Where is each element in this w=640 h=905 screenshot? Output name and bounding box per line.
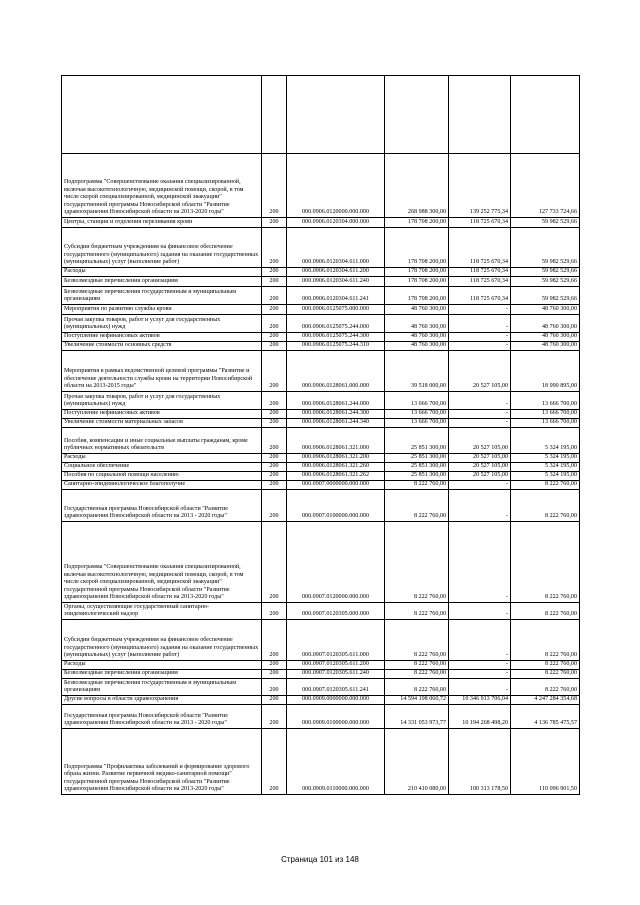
cell-executed: 20 527 105,00 [449,463,511,472]
cell-approved: 25 851 300,00 [385,463,449,472]
cell-kbk: 000.0906.0128061.321.262 [287,472,385,481]
cell-executed: - [449,342,511,351]
cell-executed: 10 194 268 498,20 [449,705,511,729]
cell-approved: 8 222 760,00 [385,670,449,679]
cell-kbk: 000.0906.0128061.321.200 [287,454,385,463]
table-row [62,670,580,679]
table-row [62,342,580,351]
table-row [62,410,580,419]
cell-executed: 10 346 913 706,04 [449,696,511,705]
cell-code: 200 [262,410,287,419]
cell-name: Субсидии бюджетным учреждениям на финансовое обеспечение государственного (муниципального) задания на оказание государственных (муниципальных) услуг (выполнение работ) [62,228,262,268]
cell-approved: 210 410 080,00 [385,729,449,795]
cell-approved [385,76,449,154]
cell-kbk: 000.0909.0110000.000.000 [287,729,385,795]
cell-approved: 48 760 300,00 [385,342,449,351]
cell-name: Расходы [62,454,262,463]
cell-approved: 48 760 300,00 [385,305,449,315]
cell-name: Безвозмездные перечисления государственным и муниципальным организациям [62,287,262,305]
cell-name: Государственная программа Новосибирской области "Развитие здравоохранения Новосибирской области на 2013 - 2020 годы" [62,705,262,729]
cell-unexecuted: 48 760 300,00 [511,315,580,333]
table-row [62,154,580,218]
cell-unexecuted: 48 760 300,00 [511,333,580,342]
page-footer: Страница 101 из 148 [281,855,359,864]
cell-code: 200 [262,305,287,315]
cell-approved: 14 331 053 973,77 [385,705,449,729]
cell-approved: 25 851 300,00 [385,472,449,481]
cell-unexecuted: 127 733 724,66 [511,154,580,218]
cell-name: Государственная программа Новосибирской области "Развитие здравоохранения Новосибирской области на 2013 - 2020 годы" [62,490,262,522]
cell-unexecuted: 8 222 760,00 [511,620,580,661]
cell-kbk: 000.0907.0120305.611.240 [287,670,385,679]
cell-unexecuted: 8 222 760,00 [511,603,580,620]
cell-name: Центры, станции и отделения переливания крови [62,218,262,228]
cell-name: Подпрограмма "Совершенствование оказания специализированной, включая высокотехнологичную, медицинской помощи, скорой, в том числе скорой специализированной, медицинской эвакуации" государственной программы Новосибирской области "Развитие здравоохранения Новосибирской области на 2013-2020 годы" [62,522,262,603]
cell-unexecuted: 48 760 300,00 [511,305,580,315]
cell-code: 200 [262,315,287,333]
cell-code: 200 [262,392,287,410]
cell-executed: 118 725 670,34 [449,268,511,277]
cell-name: Поступление нефинансовых активов [62,410,262,419]
cell-unexecuted: 59 982 529,66 [511,268,580,277]
cell-code: 200 [262,472,287,481]
cell-approved: 8 222 760,00 [385,481,449,490]
cell-executed: - [449,490,511,522]
table-row [62,315,580,333]
cell-name: Безвозмездные перечисления государственным и муниципальным организациям [62,679,262,696]
cell-name: Органы, осуществляющие государственный санитарно-эпидемиологический надзор [62,603,262,620]
cell-kbk: 000.0907.0000000.000.000 [287,481,385,490]
cell-code: 200 [262,277,287,287]
cell-approved: 13 666 700,00 [385,392,449,410]
table-row [62,454,580,463]
cell-executed: - [449,603,511,620]
cell-unexecuted: 8 222 760,00 [511,670,580,679]
cell-approved: 178 708 200,00 [385,218,449,228]
cell-kbk: 000.0906.0120000.000.000 [287,154,385,218]
cell-kbk: 000.0906.0120304.611.000 [287,228,385,268]
cell-name: Прочая закупка товаров, работ и услуг для государственных (муниципальных) нужд [62,315,262,333]
cell-code [262,76,287,154]
cell-code: 200 [262,661,287,670]
cell-unexecuted: 8 222 760,00 [511,522,580,603]
cell-kbk: 000.0909.0100000.000.000 [287,705,385,729]
cell-unexecuted: 110 096 901,50 [511,729,580,795]
cell-unexecuted: 8 222 760,00 [511,661,580,670]
cell-kbk: 000.0906.0125075.000.000 [287,305,385,315]
cell-approved: 268 988 300,00 [385,154,449,218]
cell-approved: 14 594 198 060,72 [385,696,449,705]
cell-executed: - [449,670,511,679]
cell-approved: 13 666 700,00 [385,419,449,428]
cell-code: 200 [262,218,287,228]
cell-kbk: 000.0907.0120305.000.000 [287,603,385,620]
cell-executed: 118 725 670,34 [449,287,511,305]
cell-executed: 20 527 105,00 [449,351,511,392]
cell-name: Безвозмездные перечисления организациям [62,670,262,679]
cell-executed: 118 725 670,34 [449,228,511,268]
cell-unexecuted: 5 324 195,00 [511,428,580,454]
cell-executed: - [449,661,511,670]
cell-code: 200 [262,679,287,696]
table-row [62,603,580,620]
cell-name: Социальное обеспечение [62,463,262,472]
cell-approved: 13 666 700,00 [385,410,449,419]
table-row [62,333,580,342]
cell-unexecuted: 48 760 300,00 [511,342,580,351]
cell-code: 200 [262,696,287,705]
cell-unexecuted: 18 990 895,00 [511,351,580,392]
table-row [62,620,580,661]
cell-name: Подпрограмма "Профилактика заболеваний и формирование здорового образа жизни. Развитие первичной медико-санитарной помощи" государственной программы Новосибирской области "Развитие здравоохранения Новосибирской области на 2013-2020 годы" [62,729,262,795]
table-row [62,277,580,287]
cell-name: Пособия по социальной помощи населению [62,472,262,481]
cell-kbk: 000.0906.0120304.000.000 [287,218,385,228]
cell-kbk: 000.0907.0100000.000.000 [287,490,385,522]
cell-approved: 178 708 200,00 [385,228,449,268]
table-row [62,705,580,729]
cell-executed: - [449,410,511,419]
cell-approved: 25 851 300,00 [385,454,449,463]
cell-unexecuted: 59 982 529,66 [511,228,580,268]
cell-code: 200 [262,670,287,679]
cell-approved: 178 708 200,00 [385,287,449,305]
cell-name: Мероприятия по развитию службы крови [62,305,262,315]
cell-executed: 20 527 105,00 [449,454,511,463]
cell-name: Безвозмездные перечисления организациям [62,277,262,287]
cell-executed: 118 725 670,34 [449,277,511,287]
cell-unexecuted: 8 222 760,00 [511,481,580,490]
table-row [62,428,580,454]
cell-kbk: 000.0906.0128061.000.000 [287,351,385,392]
cell-kbk: 000.0906.0125075.244.310 [287,342,385,351]
table-row [62,305,580,315]
cell-kbk: 000.0909.0000000.000.000 [287,696,385,705]
cell-kbk: 000.0906.0125075.244.300 [287,333,385,342]
table-row [62,481,580,490]
cell-name: Поступление нефинансовых активов [62,333,262,342]
cell-code: 200 [262,428,287,454]
cell-approved: 39 518 000,00 [385,351,449,392]
cell-executed: 139 252 775,34 [449,154,511,218]
cell-code: 200 [262,490,287,522]
cell-executed: - [449,481,511,490]
table-row [62,351,580,392]
cell-name: Увеличение стоимости основных средств [62,342,262,351]
cell-approved: 8 222 760,00 [385,679,449,696]
cell-kbk: 000.0907.0120305.611.241 [287,679,385,696]
cell-kbk: 000.0906.0128061.244.300 [287,410,385,419]
cell-kbk: 000.0907.0120000.000.000 [287,522,385,603]
cell-unexecuted: 5 324 195,00 [511,463,580,472]
cell-kbk: 000.0906.0128061.244.340 [287,419,385,428]
table-row [62,287,580,305]
cell-name [62,76,262,154]
cell-approved: 178 708 200,00 [385,277,449,287]
cell-kbk: 000.0907.0120305.611.200 [287,661,385,670]
cell-code: 200 [262,620,287,661]
cell-name: Расходы [62,268,262,277]
cell-kbk [287,76,385,154]
cell-unexecuted: 13 666 700,00 [511,410,580,419]
cell-executed: - [449,305,511,315]
cell-unexecuted: 5 324 195,00 [511,454,580,463]
cell-unexecuted: 4 247 284 354,68 [511,696,580,705]
cell-approved: 8 222 760,00 [385,661,449,670]
cell-executed: 118 725 670,34 [449,218,511,228]
table-row [62,463,580,472]
cell-kbk: 000.0906.0120304.611.200 [287,268,385,277]
cell-code: 200 [262,705,287,729]
cell-kbk: 000.0906.0128061.244.000 [287,392,385,410]
cell-unexecuted: 59 982 529,66 [511,218,580,228]
table-body [62,76,580,795]
table-row [62,679,580,696]
table-row [62,729,580,795]
cell-kbk: 000.0906.0128061.321.260 [287,463,385,472]
cell-name: Другие вопросы в области здравоохранения [62,696,262,705]
cell-executed: - [449,315,511,333]
cell-executed: 20 527 105,00 [449,428,511,454]
cell-executed: - [449,620,511,661]
cell-code: 200 [262,603,287,620]
cell-code: 200 [262,154,287,218]
cell-code: 200 [262,268,287,277]
budget-execution-table [61,75,580,795]
cell-kbk: 000.0906.0120304.611.241 [287,287,385,305]
cell-approved: 178 708 200,00 [385,268,449,277]
table-row [62,228,580,268]
table-row [62,76,580,154]
cell-code: 200 [262,419,287,428]
cell-name: Пособия, компенсации и иные социальные выплаты гражданам, кроме публичных нормативных обязательств [62,428,262,454]
cell-unexecuted: 4 136 785 475,57 [511,705,580,729]
table-row [62,696,580,705]
cell-approved: 8 222 760,00 [385,620,449,661]
cell-approved: 48 760 300,00 [385,315,449,333]
cell-kbk: 000.0906.0128061.321.000 [287,428,385,454]
cell-code: 200 [262,342,287,351]
cell-approved: 8 222 760,00 [385,522,449,603]
cell-approved: 48 760 300,00 [385,333,449,342]
table-row [62,661,580,670]
cell-unexecuted [511,76,580,154]
cell-kbk: 000.0906.0120304.611.240 [287,277,385,287]
cell-unexecuted: 13 666 700,00 [511,392,580,410]
cell-name: Расходы [62,661,262,670]
cell-code: 200 [262,287,287,305]
cell-unexecuted: 5 324 195,00 [511,472,580,481]
cell-kbk: 000.0907.0120305.611.000 [287,620,385,661]
table-row [62,218,580,228]
cell-approved: 8 222 760,00 [385,603,449,620]
table-row [62,392,580,410]
cell-code: 200 [262,228,287,268]
cell-name: Субсидии бюджетным учреждениям на финансовое обеспечение государственного (муниципального) задания на оказание государственных (муниципальных) услуг (выполнение работ) [62,620,262,661]
cell-code: 200 [262,333,287,342]
cell-executed: - [449,679,511,696]
cell-unexecuted: 59 982 529,66 [511,277,580,287]
table-row [62,472,580,481]
cell-approved: 8 222 760,00 [385,490,449,522]
cell-name: Подпрограмма "Совершенствование оказания специализированной, включая высокотехнологичную, медицинской помощи, скорой, в том числе скорой специализированной, медицинской эвакуации" государственной программы Новосибирской области "Развитие здравоохранения Новосибирской области на 2013-2020 годы" [62,154,262,218]
cell-executed: - [449,333,511,342]
cell-code: 200 [262,463,287,472]
cell-executed: 100 313 178,50 [449,729,511,795]
cell-executed: - [449,392,511,410]
cell-executed: 20 527 105,00 [449,472,511,481]
cell-code: 200 [262,454,287,463]
cell-kbk: 000.0906.0125075.244.000 [287,315,385,333]
cell-name: Прочая закупка товаров, работ и услуг для государственных (муниципальных) нужд [62,392,262,410]
cell-code: 200 [262,729,287,795]
cell-unexecuted: 8 222 760,00 [511,679,580,696]
cell-unexecuted: 59 982 529,66 [511,287,580,305]
cell-code: 200 [262,351,287,392]
cell-name: Санитарно-эпидемиологическое благополучие [62,481,262,490]
cell-executed: - [449,522,511,603]
table-row [62,268,580,277]
table-row [62,490,580,522]
cell-unexecuted: 13 666 700,00 [511,419,580,428]
cell-name: Увеличение стоимости материальных запасов [62,419,262,428]
cell-executed [449,76,511,154]
table-row [62,522,580,603]
cell-code: 200 [262,481,287,490]
cell-unexecuted: 8 222 760,00 [511,490,580,522]
cell-executed: - [449,419,511,428]
cell-approved: 25 851 300,00 [385,428,449,454]
table-row [62,419,580,428]
cell-code: 200 [262,522,287,603]
cell-name: Мероприятия в рамках ведомственной целевой программы "Развитие и обеспечение деятельности службы крови на территории Новосибирской области на 2013-2015 годы" [62,351,262,392]
